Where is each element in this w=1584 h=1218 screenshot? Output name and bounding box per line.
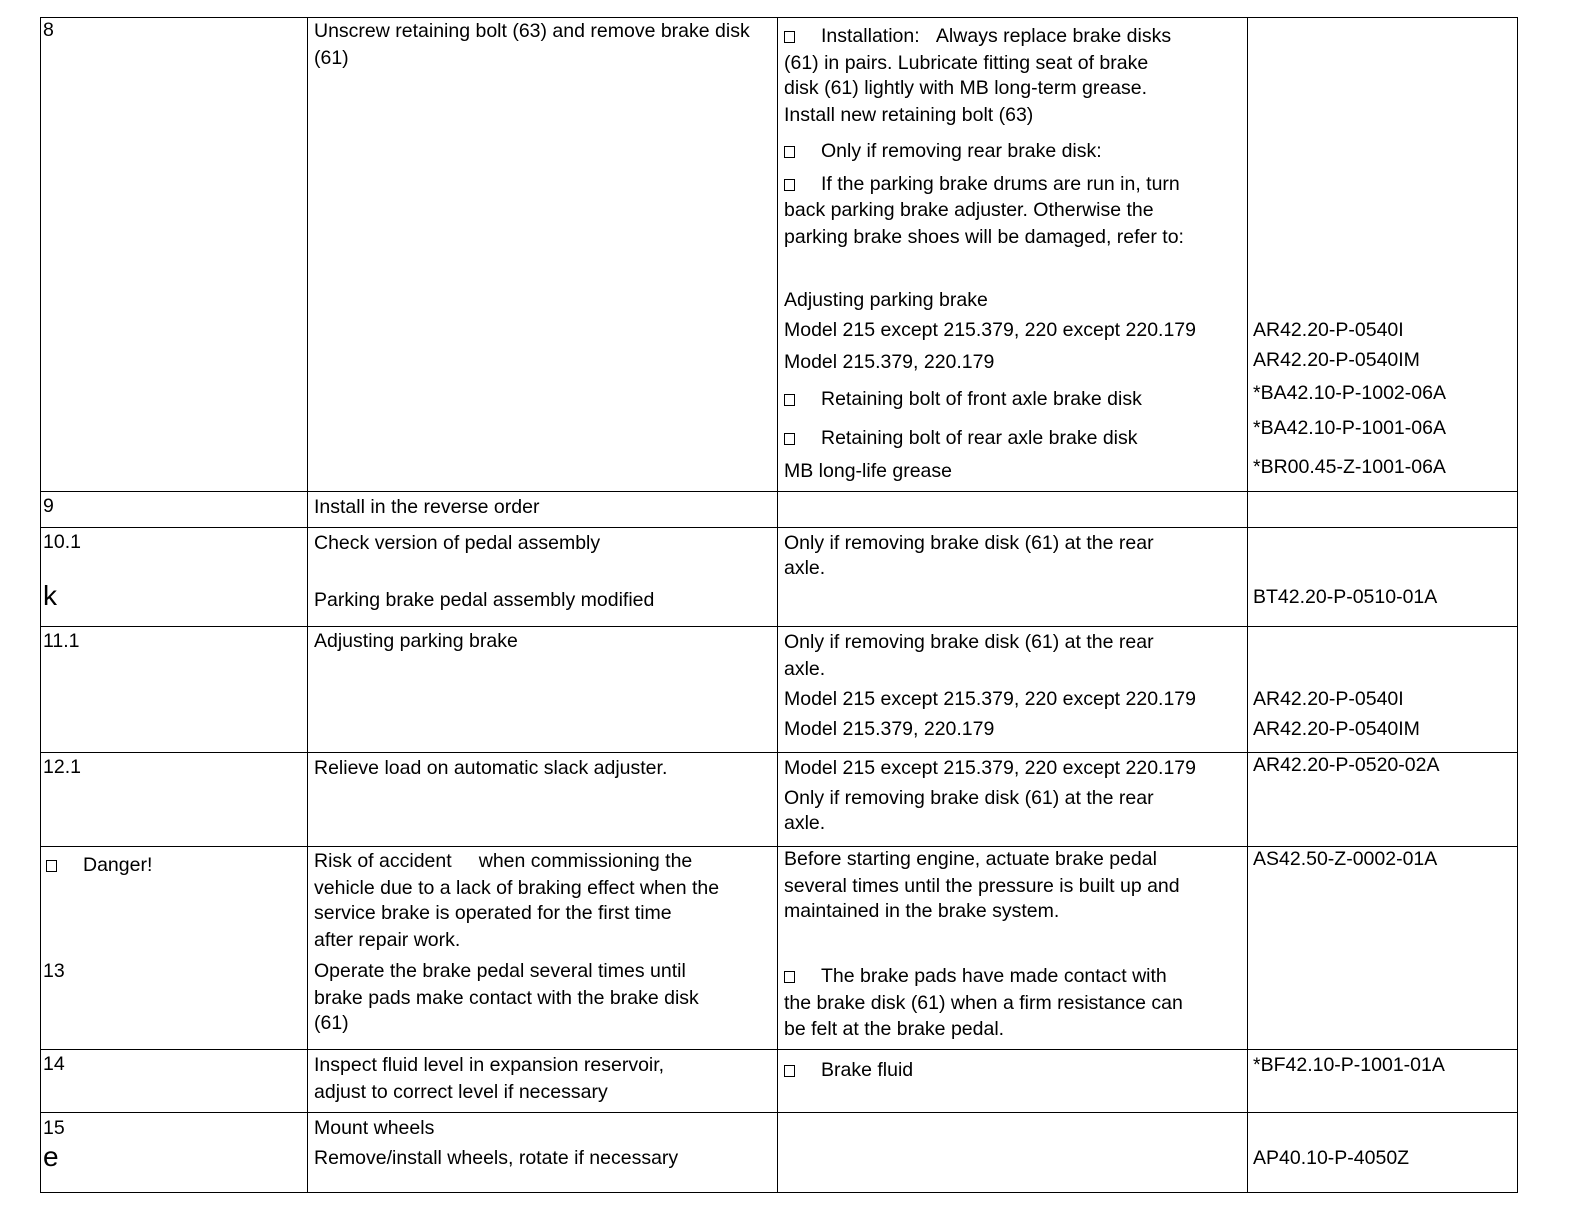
note-text: Always replace brake disks xyxy=(935,25,1172,47)
step-action-detail: Remove/install wheels, rotate if necessary xyxy=(314,1147,679,1169)
note-line: several times until the pressure is built up and xyxy=(784,875,1180,897)
risk-line xyxy=(314,848,692,874)
step-number: 13 xyxy=(43,960,65,982)
reference-code: *BA42.10-P-1001-06A xyxy=(1253,417,1446,439)
note-title: Installation: xyxy=(821,25,920,47)
reference-code: AR42.20-P-0540IM xyxy=(1253,718,1420,740)
reference-code: AR42.20-P-0520-02A xyxy=(1253,754,1440,776)
row-marker: e xyxy=(43,1141,59,1172)
note-line: Only if removing brake disk (61) at the rear xyxy=(784,532,1154,554)
model-line: Model 215.379, 220.179 xyxy=(784,718,995,740)
row-divider xyxy=(41,1049,1517,1050)
step-number: 9 xyxy=(43,495,54,517)
row-divider xyxy=(41,626,1517,627)
step-number: 10.1 xyxy=(43,531,81,553)
note-line: axle. xyxy=(784,658,826,680)
model-line: Model 215.379, 220.179 xyxy=(784,351,995,373)
model-line: Model 215 except 215.379, 220 except 220.179 xyxy=(784,319,1196,341)
note-line: axle. xyxy=(784,812,826,834)
row-divider xyxy=(41,1112,1517,1113)
risk-line: after repair work. xyxy=(314,929,461,951)
note-line: Only if removing brake disk (61) at the rear xyxy=(784,787,1154,809)
note-text: If the parking brake drums are run in, turn xyxy=(821,173,1180,195)
note-line: Before starting engine, actuate brake pedal xyxy=(784,848,1157,870)
installation-note xyxy=(784,23,1171,49)
note-line: parking brake shoes will be damaged, refer to: xyxy=(784,226,1184,248)
reference-code: AR42.20-P-0540I xyxy=(1253,688,1404,710)
reference-code: BT42.20-P-0510-01A xyxy=(1253,586,1438,608)
reference-code: AR42.20-P-0540IM xyxy=(1253,349,1420,371)
step-action: (61) xyxy=(314,1012,349,1034)
step-action: adjust to correct level if necessary xyxy=(314,1081,608,1103)
note-line: disk (61) lightly with MB long-term grease. xyxy=(784,77,1148,99)
note-line: axle. xyxy=(784,557,826,579)
reference-code: *BA42.10-P-1002-06A xyxy=(1253,382,1446,404)
note-line: maintained in the brake system. xyxy=(784,900,1060,922)
step-number: 8 xyxy=(43,19,54,41)
risk-text: Risk of accident xyxy=(314,850,452,872)
step-number: 15 xyxy=(43,1117,65,1139)
front-bolt-note xyxy=(784,386,1142,412)
risk-text: when commissioning the xyxy=(478,850,693,872)
step-action: Mount wheels xyxy=(314,1117,435,1139)
parking-drum-note xyxy=(784,171,1180,197)
step-number: 11.1 xyxy=(43,630,80,652)
step-number: 14 xyxy=(43,1053,65,1075)
step-action: Check version of pedal assembly xyxy=(314,532,601,554)
step-action: Inspect fluid level in expansion reservoir, xyxy=(314,1054,665,1076)
note-checkbox-icon xyxy=(784,394,795,406)
model-line: Model 215 except 215.379, 220 except 220.179 xyxy=(784,688,1196,710)
row-divider xyxy=(41,491,1517,492)
note-checkbox-icon xyxy=(784,1065,795,1077)
danger-text: Danger! xyxy=(83,854,153,876)
note-checkbox-icon xyxy=(784,31,795,43)
note-text: Brake fluid xyxy=(821,1059,914,1081)
risk-line: vehicle due to a lack of braking effect when the xyxy=(314,877,720,899)
column-divider xyxy=(307,18,308,1192)
adjust-title: Adjusting parking brake xyxy=(784,289,988,311)
rear-bolt-note xyxy=(784,425,1138,451)
reference-code: AS42.50-Z-0002-01A xyxy=(1253,848,1438,870)
reference-code: *BR00.45-Z-1001-06A xyxy=(1253,456,1446,478)
procedure-table xyxy=(40,17,1518,1193)
note-line: be felt at the brake pedal. xyxy=(784,1018,1005,1040)
reference-code: *BF42.10-P-1001-01A xyxy=(1253,1054,1445,1076)
note-line: back parking brake adjuster. Otherwise the xyxy=(784,199,1154,221)
row-marker: k xyxy=(43,580,57,611)
column-divider xyxy=(777,18,778,1192)
note-line: (61) in pairs. Lubricate fitting seat of brake xyxy=(784,52,1149,74)
column-divider xyxy=(1247,18,1248,1192)
step-action: brake pads make contact with the brake disk xyxy=(314,987,699,1009)
note-line: the brake disk (61) when a firm resistance can xyxy=(784,992,1183,1014)
step-action: Install in the reverse order xyxy=(314,496,540,518)
rear-disk-note xyxy=(784,138,1102,164)
warning-checkbox-icon xyxy=(46,860,57,872)
step-number: 12.1 xyxy=(43,756,81,778)
step-action: Relieve load on automatic slack adjuster. xyxy=(314,757,668,779)
step-action: Unscrew retaining bolt (63) and remove brake disk (61) xyxy=(314,20,750,69)
note-checkbox-icon xyxy=(784,146,795,158)
step-action: Operate the brake pedal several times until xyxy=(314,960,686,982)
note-checkbox-icon xyxy=(784,971,795,983)
note-text: Retaining bolt of front axle brake disk xyxy=(821,388,1142,410)
note-checkbox-icon xyxy=(784,179,795,191)
brake-fluid-note xyxy=(784,1057,913,1083)
danger-label xyxy=(46,852,152,878)
pad-contact-note xyxy=(784,963,1167,989)
grease-line: MB long-life grease xyxy=(784,460,952,482)
reference-code: AR42.20-P-0540I xyxy=(1253,319,1404,341)
note-text: The brake pads have made contact with xyxy=(821,965,1167,987)
row-divider xyxy=(41,527,1517,528)
reference-code: AP40.10-P-4050Z xyxy=(1253,1147,1410,1169)
note-text: Retaining bolt of rear axle brake disk xyxy=(821,427,1138,449)
note-checkbox-icon xyxy=(784,433,795,445)
note-line: Only if removing brake disk (61) at the rear xyxy=(784,631,1154,653)
step-action-detail: Parking brake pedal assembly modified xyxy=(314,589,655,611)
risk-line: service brake is operated for the first time xyxy=(314,902,672,924)
note-line: Install new retaining bolt (63) xyxy=(784,104,1034,126)
model-line: Model 215 except 215.379, 220 except 220.179 xyxy=(784,757,1196,779)
step-action: Adjusting parking brake xyxy=(314,630,518,652)
note-text: Only if removing rear brake disk: xyxy=(821,140,1102,162)
